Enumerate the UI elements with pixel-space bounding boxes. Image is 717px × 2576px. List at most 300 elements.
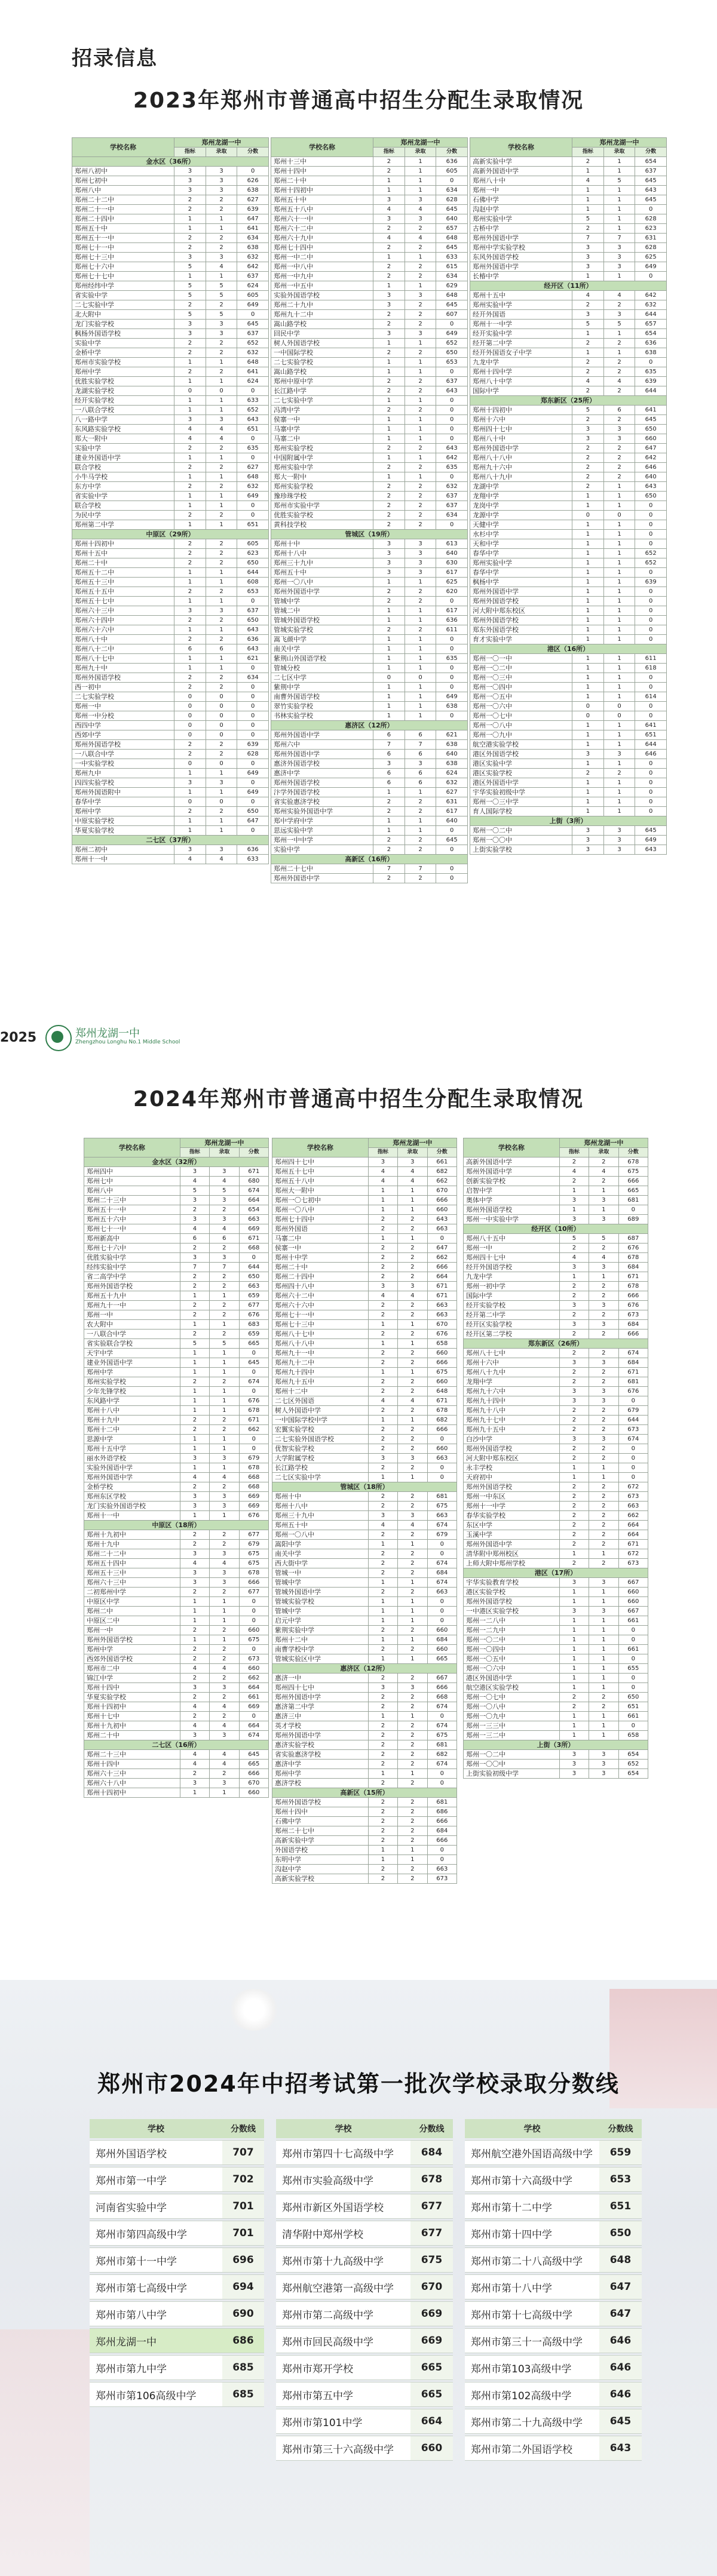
admitted-cell: 3 <box>589 1358 618 1368</box>
table-row <box>272 1167 457 1177</box>
admitted-cell: 1 <box>210 1349 239 1358</box>
quota-cell: 3 <box>174 253 206 262</box>
school-name-cell: 郑州外国语中学 <box>271 587 373 597</box>
school-name-cell: 郑州十中 <box>271 539 373 549</box>
admitted-cell: 1 <box>603 224 635 234</box>
quota-cell: 1 <box>368 1846 397 1855</box>
table-row <box>72 702 269 711</box>
table-row <box>72 501 269 511</box>
table-row <box>464 1157 648 1167</box>
quota-cell: 1 <box>180 1387 209 1396</box>
admitted-cell: 1 <box>398 1339 427 1349</box>
school-name-cell: 郑州二十九中 <box>271 300 373 310</box>
admission-table <box>463 1138 648 1779</box>
school-name-cell: 上街实验学校 <box>470 845 572 855</box>
school-name-cell: 郑州市第三十六高级中学 <box>276 2436 410 2461</box>
header-score: 分数 <box>436 148 468 157</box>
score-row <box>465 2221 642 2246</box>
quota-cell: 3 <box>174 176 206 186</box>
score-cell: 631 <box>436 797 468 807</box>
school-name-cell: 经开实验学校 <box>464 1301 560 1310</box>
school-name-cell: 郑州市第一中学 <box>90 2167 222 2192</box>
quota-cell: 6 <box>373 778 405 788</box>
quota-cell: 0 <box>174 702 206 711</box>
district-label: 郑东新区（26所） <box>464 1339 648 1349</box>
table-row <box>84 1253 269 1263</box>
school-name-cell: 郑州八中 <box>72 186 174 195</box>
school-name-cell: 郑州一中 <box>470 186 572 195</box>
admitted-cell: 1 <box>398 1196 427 1205</box>
admitted-cell: 4 <box>206 262 237 272</box>
district-row <box>464 1568 648 1578</box>
table-row <box>84 1482 269 1492</box>
score-cell: 632 <box>237 253 269 262</box>
admitted-cell: 2 <box>405 520 436 530</box>
quota-cell: 4 <box>180 1702 209 1712</box>
table-row <box>464 1578 648 1588</box>
score-cell: 0 <box>635 205 667 214</box>
table-row <box>72 243 269 253</box>
score-cell: 0 <box>436 874 468 883</box>
table-row <box>84 1396 269 1406</box>
school-name-cell: 郑州五十二中 <box>72 568 174 578</box>
score-cell: 662 <box>427 1253 456 1263</box>
table-row <box>272 1320 457 1330</box>
quota-cell: 5 <box>174 291 206 300</box>
school-name-cell: 天健中学 <box>470 520 572 530</box>
school-name-cell: 联合学校 <box>72 501 174 511</box>
table-row <box>272 1177 457 1186</box>
admitted-cell: 1 <box>603 597 635 606</box>
table-row <box>72 482 269 492</box>
table-row <box>272 1817 457 1826</box>
table-row <box>470 549 667 558</box>
score-cell: 643 <box>237 625 269 635</box>
admitted-cell: 1 <box>603 778 635 788</box>
quota-cell: 1 <box>174 358 206 367</box>
quota-cell: 2 <box>373 597 405 606</box>
quota-cell: 3 <box>559 1750 589 1760</box>
quota-cell: 4 <box>174 434 206 444</box>
quota-cell: 2 <box>368 1349 397 1358</box>
table-row <box>72 320 269 329</box>
score-row <box>276 2194 453 2219</box>
admitted-cell: 3 <box>210 1215 239 1224</box>
quota-cell: 3 <box>373 300 405 310</box>
table-row <box>272 1654 457 1664</box>
school-name-cell: 优胜实验学校 <box>72 377 174 386</box>
table-row <box>272 1721 457 1731</box>
admitted-cell: 1 <box>210 1387 239 1396</box>
quota-cell: 1 <box>368 1540 397 1549</box>
table-row <box>271 797 468 807</box>
school-name-cell: 农大附中 <box>84 1320 180 1330</box>
table-row <box>464 1320 648 1330</box>
table-row <box>272 1272 457 1282</box>
admitted-cell: 1 <box>589 1721 618 1731</box>
score-table <box>465 2117 642 2463</box>
admitted-cell: 3 <box>589 1607 618 1616</box>
table-row <box>470 195 667 205</box>
table-row <box>84 1674 269 1683</box>
quota-cell: 6 <box>174 644 206 654</box>
school-name-cell: 南曹外国语学校 <box>271 692 373 702</box>
admitted-cell: 1 <box>398 1320 427 1330</box>
admitted-cell: 2 <box>589 1511 618 1521</box>
table-row <box>271 692 468 702</box>
table-row <box>84 1502 269 1511</box>
admitted-cell: 2 <box>398 1740 427 1750</box>
school-name-cell: 郑州五十中 <box>72 224 174 234</box>
school-name-cell: 中国附属中学 <box>271 453 373 463</box>
title-2024-scores: 郑州市2024年中招考试第一批次学校录取分数线 <box>97 2071 620 2097</box>
admitted-cell: 1 <box>603 558 635 568</box>
score-cell: 0 <box>239 1607 268 1616</box>
school-name-cell: 九龙中学 <box>470 358 572 367</box>
quota-cell: 1 <box>368 1234 397 1244</box>
school-name-cell: 郑州一〇五中 <box>464 1654 560 1664</box>
table-row <box>464 1244 648 1253</box>
school-name-cell: 东风外国语学校 <box>470 253 572 262</box>
school-name-cell: 郑州市第四十七高级中学 <box>276 2140 410 2165</box>
score-cell: 670 <box>410 2274 453 2299</box>
score-cell: 649 <box>237 300 269 310</box>
table-row <box>470 721 667 730</box>
school-name-cell: 长江路学校 <box>272 1463 369 1473</box>
school-name-cell: 郑州一〇六中 <box>464 1664 560 1674</box>
table-row <box>464 1310 648 1320</box>
school-name-cell: 郑州一〇七初中 <box>272 1196 369 1205</box>
table-row <box>72 167 269 176</box>
score-cell: 627 <box>237 195 269 205</box>
quota-cell: 3 <box>559 1301 589 1310</box>
admitted-cell: 4 <box>398 1177 427 1186</box>
quota-cell: 1 <box>174 816 206 826</box>
score-cell: 0 <box>239 1387 268 1396</box>
quota-cell: 3 <box>180 1492 209 1502</box>
quota-cell: 4 <box>180 1721 209 1731</box>
admitted-cell: 5 <box>206 291 237 300</box>
quota-cell: 1 <box>174 214 206 224</box>
quota-cell: 1 <box>373 606 405 616</box>
admitted-cell: 1 <box>603 530 635 539</box>
table-row <box>470 310 667 320</box>
quota-cell: 2 <box>174 635 206 644</box>
admitted-cell: 2 <box>405 262 436 272</box>
score-cell: 677 <box>239 1530 268 1540</box>
admitted-cell: 2 <box>405 836 436 845</box>
quota-cell: 1 <box>174 578 206 587</box>
table-row <box>271 329 468 339</box>
header-school: 学校名称 <box>272 1138 369 1157</box>
quota-cell: 3 <box>559 1578 589 1588</box>
school-name-cell: 郑州九十二中 <box>271 310 373 320</box>
quota-cell: 4 <box>180 1750 209 1760</box>
score-cell: 670 <box>427 1320 456 1330</box>
district-row <box>271 530 468 539</box>
school-name-cell: 嵩阳中学 <box>272 1540 369 1549</box>
school-name-cell: 郑州五十七中 <box>272 1167 369 1177</box>
admitted-cell: 3 <box>210 1196 239 1205</box>
score-cell: 671 <box>239 1416 268 1425</box>
admitted-cell: 1 <box>206 358 237 367</box>
score-cell: 679 <box>618 1406 648 1416</box>
table-row <box>272 1416 457 1425</box>
score-cell: 681 <box>618 1377 648 1387</box>
admitted-cell: 2 <box>206 195 237 205</box>
admitted-cell: 3 <box>405 558 436 568</box>
school-name-cell: 郑州八十中 <box>470 434 572 444</box>
score-cell: 0 <box>239 1616 268 1626</box>
school-name-cell: 高新实验中学 <box>272 1836 369 1846</box>
school-name-cell: 启智中学 <box>464 1186 560 1196</box>
table-2023-col2 <box>271 137 468 883</box>
admitted-cell: 4 <box>603 377 635 386</box>
score-cell: 0 <box>436 176 468 186</box>
score-cell: 0 <box>635 606 667 616</box>
school-name-cell: 郑州九十四中 <box>464 1396 560 1406</box>
table-row <box>72 415 269 425</box>
table-row <box>464 1330 648 1339</box>
table-row <box>470 453 667 463</box>
table-row <box>72 358 269 367</box>
table-row <box>72 664 269 673</box>
table-row <box>272 1463 457 1473</box>
district-label: 郑东新区（25所） <box>470 396 667 406</box>
quota-cell: 2 <box>368 1435 397 1444</box>
school-name-cell: 郑州九中 <box>72 769 174 778</box>
school-name-cell: 经开实验学校 <box>72 396 174 406</box>
score-cell: 665 <box>427 1654 456 1664</box>
table-row <box>271 434 468 444</box>
quota-cell: 1 <box>559 1463 589 1473</box>
score-cell: 676 <box>239 1511 268 1521</box>
admitted-cell: 1 <box>603 272 635 281</box>
admitted-cell: 2 <box>405 492 436 501</box>
school-name-cell: 优胜实验学校 <box>271 511 373 520</box>
admitted-cell: 1 <box>603 664 635 673</box>
school-name-cell: 大学附属学校 <box>272 1454 369 1463</box>
school-name-cell: 龙翔中学 <box>464 1377 560 1387</box>
school-name-cell: 紫荆实验中学 <box>272 1626 369 1635</box>
score-cell: 674 <box>427 1760 456 1769</box>
score-row <box>465 2355 642 2380</box>
table-row <box>72 711 269 721</box>
table-row <box>464 1425 648 1435</box>
table-row <box>272 1740 457 1750</box>
school-name-cell: 郑州中原中学 <box>271 377 373 386</box>
table-row <box>272 1339 457 1349</box>
quota-cell: 1 <box>559 1645 589 1654</box>
score-cell: 651 <box>635 730 667 740</box>
quota-cell: 1 <box>180 1635 209 1645</box>
table-row <box>84 1473 269 1482</box>
quota-cell: 2 <box>368 1740 397 1750</box>
admitted-cell: 2 <box>398 1626 427 1635</box>
district-row <box>464 1740 648 1750</box>
quota-cell: 2 <box>174 243 206 253</box>
quota-cell: 1 <box>368 1205 397 1215</box>
admitted-cell: 3 <box>210 1683 239 1693</box>
table-row <box>464 1368 648 1377</box>
admitted-cell: 2 <box>398 1779 427 1788</box>
admitted-cell: 2 <box>603 463 635 472</box>
school-name-cell: 郑州实验中学 <box>470 214 572 224</box>
school-name-english: Zhengzhou Longhu No.1 Middle School <box>75 1039 180 1045</box>
quota-cell: 2 <box>174 482 206 492</box>
table-row <box>72 472 269 482</box>
admitted-cell: 1 <box>398 1186 427 1196</box>
admitted-cell: 1 <box>405 683 436 692</box>
admitted-cell: 3 <box>589 1396 618 1406</box>
school-name-cell: 郑州六十九中 <box>271 234 373 243</box>
quota-cell: 2 <box>373 463 405 472</box>
quota-cell: 2 <box>373 272 405 281</box>
score-cell: 660 <box>635 434 667 444</box>
score-cell: 653 <box>237 587 269 597</box>
quota-cell: 1 <box>174 520 206 530</box>
table-row <box>84 1769 269 1779</box>
score-cell: 650 <box>635 492 667 501</box>
admitted-cell: 3 <box>206 167 237 176</box>
school-name-cell: 郑州九十四中 <box>272 1368 369 1377</box>
score-row <box>465 2248 642 2273</box>
table-row <box>271 740 468 750</box>
school-name-cell: 清华附中郑州学校 <box>276 2221 410 2246</box>
quota-cell: 0 <box>174 386 206 396</box>
score-cell: 681 <box>427 1492 456 1502</box>
score-cell: 661 <box>618 1712 648 1721</box>
quota-cell: 2 <box>368 1444 397 1454</box>
table-row <box>72 759 269 769</box>
district-label: 港区（16所） <box>470 644 667 654</box>
score-row <box>465 2194 642 2219</box>
admitted-cell: 2 <box>405 797 436 807</box>
table-row <box>272 1377 457 1387</box>
table-row <box>72 367 269 377</box>
score-cell: 0 <box>436 396 468 406</box>
quota-cell: 5 <box>572 320 604 329</box>
school-name-cell: 郑州航空港外国语高级中学 <box>465 2140 599 2165</box>
table-row <box>272 1540 457 1549</box>
score-cell: 645 <box>599 2409 642 2434</box>
score-cell: 666 <box>427 1425 456 1435</box>
quota-cell: 2 <box>174 549 206 558</box>
header-school: 学校名称 <box>464 1138 560 1157</box>
table-row <box>464 1502 648 1511</box>
admitted-cell: 2 <box>210 1205 239 1215</box>
quota-cell: 5 <box>572 214 604 224</box>
table-row <box>271 568 468 578</box>
admitted-cell: 2 <box>210 1530 239 1540</box>
admitted-cell: 2 <box>398 1817 427 1826</box>
table-row <box>464 1635 648 1645</box>
score-table-col3 <box>465 2117 642 2463</box>
admitted-cell: 4 <box>603 291 635 300</box>
school-name-cell: 郑州一〇四中 <box>470 683 572 692</box>
school-name-cell: 育人国际学校 <box>470 807 572 816</box>
score-cell: 626 <box>237 176 269 186</box>
admitted-cell: 3 <box>398 1157 427 1167</box>
admitted-cell: 1 <box>589 1186 618 1196</box>
admitted-cell: 1 <box>603 807 635 816</box>
school-name-cell: 郑州市回民高级中学 <box>276 2328 410 2353</box>
score-cell: 663 <box>427 1865 456 1874</box>
score-cell: 658 <box>618 1731 648 1740</box>
school-name-cell: 经开实验中学 <box>470 329 572 339</box>
table-row <box>470 444 667 453</box>
table-row <box>464 1435 648 1444</box>
score-cell: 677 <box>239 1588 268 1597</box>
school-name-cell: 郑州六十二中 <box>272 1291 369 1301</box>
admitted-cell: 0 <box>206 730 237 740</box>
score-cell: 671 <box>427 1282 456 1291</box>
table-row <box>470 587 667 597</box>
district-row <box>470 396 667 406</box>
school-name-cell: 郑州十九初中 <box>84 1721 180 1731</box>
admitted-cell: 3 <box>589 1320 618 1330</box>
admitted-cell: 1 <box>206 492 237 501</box>
quota-cell: 1 <box>572 635 604 644</box>
header-admitted: 录取 <box>603 148 635 157</box>
header-target-school: 郑州龙湖一中 <box>368 1138 456 1148</box>
school-name-cell: 惠济第二中学 <box>272 1702 369 1712</box>
quota-cell: 1 <box>180 1368 209 1377</box>
score-cell: 0 <box>635 711 667 721</box>
district-row <box>84 1521 269 1530</box>
table-row <box>272 1874 457 1884</box>
admitted-cell: 2 <box>210 1626 239 1635</box>
score-cell: 0 <box>436 597 468 606</box>
admitted-cell: 3 <box>405 549 436 558</box>
school-name-cell: 郑州二十七中 <box>272 1826 369 1836</box>
school-name-cell: 郑州实验学校 <box>271 444 373 453</box>
quota-cell: 2 <box>559 1482 589 1492</box>
table-row <box>272 1731 457 1740</box>
school-name-cell: 郑州一〇〇中 <box>464 1760 560 1769</box>
school-name-cell: 郑州二十中 <box>72 558 174 568</box>
admitted-cell: 3 <box>589 1387 618 1396</box>
school-name-cell: 八一路中学 <box>72 415 174 425</box>
admitted-cell: 2 <box>210 1330 239 1339</box>
school-name-cell: 郑州实验中学 <box>470 558 572 568</box>
school-name-cell: 郑州十九中 <box>84 1540 180 1549</box>
score-cell: 670 <box>239 1779 268 1788</box>
quota-cell: 3 <box>572 253 604 262</box>
score-cell: 643 <box>436 386 468 396</box>
quota-cell: 3 <box>373 214 405 224</box>
table-row <box>271 406 468 415</box>
score-cell: 674 <box>427 1721 456 1731</box>
admitted-cell: 2 <box>398 1492 427 1502</box>
score-cell: 0 <box>436 864 468 874</box>
score-cell: 635 <box>436 463 468 472</box>
quota-cell: 2 <box>559 1310 589 1320</box>
admitted-cell: 2 <box>405 807 436 816</box>
school-name-cell: 郑州市二中 <box>84 1664 180 1674</box>
score-cell: 668 <box>427 1693 456 1702</box>
table-row <box>84 1511 269 1521</box>
school-name: 郑州龙湖一中 <box>75 1027 140 1040</box>
admitted-cell: 2 <box>398 1836 427 1846</box>
school-name-cell: 郑州十一中 <box>72 855 174 864</box>
quota-cell: 2 <box>572 472 604 482</box>
score-cell: 0 <box>635 797 667 807</box>
admitted-cell: 1 <box>603 186 635 195</box>
admitted-cell: 1 <box>589 1664 618 1674</box>
quota-cell: 1 <box>174 826 206 836</box>
school-name-cell: 郑州一〇六中 <box>470 702 572 711</box>
